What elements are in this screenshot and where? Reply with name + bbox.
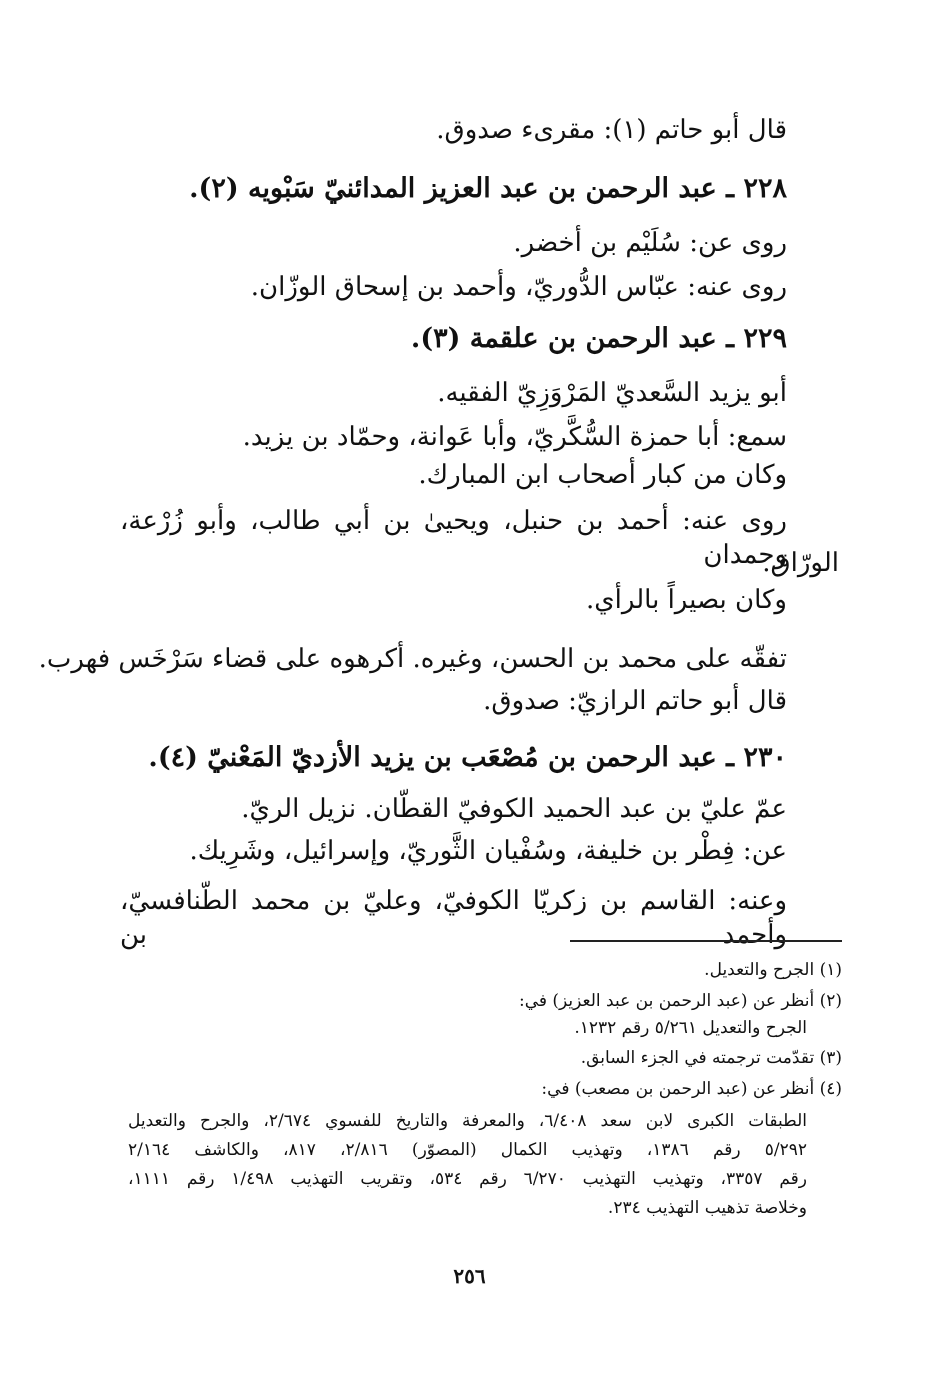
text-line: روى عنه: أحمد بن حنبل، ويحيىٰ بن أبي طالب، وأبو زُرْعة، وحمدان <box>120 506 787 570</box>
text-line: عمّ عليّ بن عبد الحميد الكوفيّ القطّان. نزيل الريّ. <box>241 794 787 824</box>
footnote-2: (٢) أنظر عن (عبد الرحمن بن عبد العزيز) في: <box>518 991 842 1011</box>
footnote-4-reference: وخلاصة تذهيب التهذيب ٢٣٤. <box>607 1198 807 1218</box>
entry-heading-228: ٢٢٨ ـ عبد الرحمن بن عبد العزيز المدائنيّ سَبْويه (٢). <box>189 173 787 204</box>
text-line: الورّاق. <box>762 548 839 578</box>
footnote-4: (٤) أنظر عن (عبد الرحمن بن مصعب) في: <box>541 1079 842 1099</box>
entry-heading-229: ٢٢٩ ـ عبد الرحمن بن علقمة (٣). <box>410 323 787 354</box>
text-line: قال أبو حاتم (١): مقرىء صدوق. <box>436 115 787 145</box>
text-line: سمع: أبا حمزة السُّكَّريّ، وأبا عَوانة، وحمّاد بن يزيد. <box>242 422 787 452</box>
text-line: وكان من كبار أصحاب ابن المبارك. <box>418 460 787 490</box>
footnote-1: (١) الجرح والتعديل. <box>704 960 842 980</box>
text-line: وكان بصيراً بالرأي. <box>586 585 787 615</box>
footnote-4-reference: الطبقات الكبرى لابن سعد ٦/٤٠٨، والمعرفة والتاريخ للفسوي ٢/٦٧٤، والجرح والتعديل <box>128 1111 807 1131</box>
page-number: ٢٥٦ <box>453 1264 486 1288</box>
text-line: تفقّه على محمد بن الحسن، وغيره. أكرهوه على قضاء سَرْخَس فهرب. <box>38 644 787 674</box>
text-line: روى عن: سُلَيْم بن أخضر. <box>513 228 787 258</box>
footnote-4-reference: ٥/٢٩٢ رقم ١٣٨٦، وتهذيب الكمال (المصوّر) ٢/٨١٦، ٨١٧، والكاشف ٢/١٦٤ <box>128 1140 807 1160</box>
footnote-separator <box>570 940 842 942</box>
text-line: عن: فِطْر بن خليفة، وسُفْيان الثَّوريّ، وإسرائيل، وشَرِيك. <box>189 836 787 866</box>
footnote-2-reference: الجرح والتعديل ٥/٢٦١ رقم ١٢٣٢. <box>574 1018 807 1038</box>
footnote-4-reference: رقم ٣٣٥٧، وتهذيب التهذيب ٦/٢٧٠ رقم ٥٣٤، وتقريب التهذيب ١/٤٩٨ رقم ١١١١، <box>128 1169 807 1189</box>
text-line: وعنه: القاسم بن زكريّا الكوفيّ، وعليّ بن محمد الطّنافسيّ، وأحمد بن <box>120 886 787 950</box>
text-line: أبو يزيد السَّعديّ المَرْوَزِيّ الفقيه. <box>437 378 787 408</box>
footnote-3: (٣) تقدّمت ترجمته في الجزء السابق. <box>580 1048 842 1068</box>
text-line: روى عنه: عبّاس الدُّوريّ، وأحمد بن إسحاق الوزّان. <box>250 272 787 302</box>
text-line: قال أبو حاتم الرازيّ: صدوق. <box>483 686 787 716</box>
entry-heading-230: ٢٣٠ ـ عبد الرحمن بن مُصْعَب بن يزيد الأزديّ المَعْنيّ (٤). <box>148 742 787 773</box>
